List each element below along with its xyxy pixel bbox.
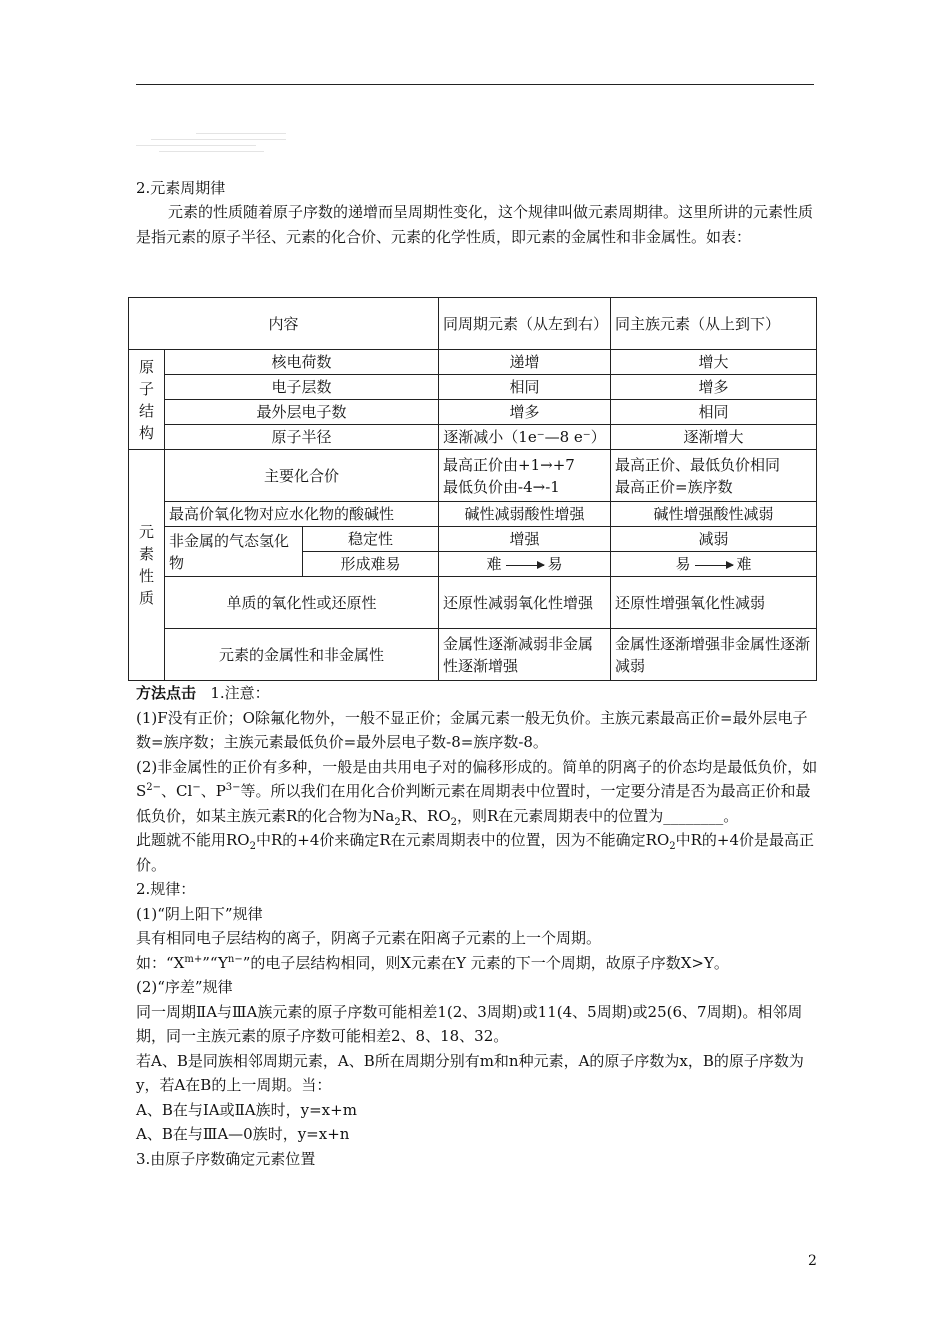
text: 此题就不能用RO [136,831,250,849]
rule-2-title: (2)“序差”规律 [136,978,233,996]
note-3 [136,828,820,877]
rule-1-title: (1)“阴上阳下”规律 [136,904,263,923]
cell: 还原性减弱氧化性增强 [439,577,611,629]
section-3-title: 3.由原子序数确定元素位置 [136,1149,316,1168]
rules-heading: 2.规律： [136,880,196,898]
rule-1-text: 具有相同电子层结构的离子，阴离子元素在阳离子元素的上一个周期。 [136,929,602,947]
cell-line: 最高正价=族序数 [615,477,733,496]
cell: 增大 [611,350,817,375]
text: R、RO [400,806,451,825]
text: (2)非金属性的正价有多种，一般是由共用电子对的偏移形成的。简单的阴离子的价态均是最低负价，如S [136,757,818,800]
rule-1-example [136,951,820,976]
note-2 [136,755,820,829]
group-atomic-structure [129,350,165,450]
cell: 增强 [439,527,611,552]
cell: 核电荷数 [165,350,439,375]
cell [611,450,817,502]
method-heading [136,681,820,706]
cell: 最高价氧化物对应水化物的酸碱性 [165,502,439,527]
text: 中R的+4价是最高正价。 [136,831,815,874]
cell-line: 最低负价由-4→-1 [443,477,560,496]
page-number: 2 [808,1253,817,1269]
section-title: 2.元素周期律 [136,179,226,197]
cell [439,450,611,502]
subscript: 2 [249,841,256,852]
header-content: 内容 [129,298,439,350]
cell [439,552,611,577]
rule-2-case-1: A、B在与ⅠA或ⅡA族时，y=x+m [136,1100,357,1119]
group-element-properties [129,450,165,681]
text: ”“Y [202,953,228,972]
superscript: 2− [146,782,162,793]
method-label: 方法点击 [136,684,197,702]
subscript: 2 [450,816,458,828]
intro-paragraph: 元素的性质随着原子序数的递增而呈周期性变化，这个规律叫做元素周期律。这里所讲的元素性质是指元素的原子半径、元素的化合价、元素的化学性质，即元素的金属性和非金属性。如表： [136,203,814,246]
cell: 最外层电子数 [165,400,439,425]
text: ，则R在元素周期表中的位置为________。 [457,806,739,825]
cell-text: 难 [736,555,752,573]
cell: 增多 [439,400,611,425]
rule-2-text: 同一周期ⅡA与ⅢA族元素的原子序数可能相差1(2、3周期)或11(4、5周期)或25(6、7周期)。相邻周期，同一主族元素的原子序数可能相差2、8、18、32。 [136,1002,803,1045]
text: 如：“X [136,953,185,972]
cell: 元素的金属性和非金属性 [165,629,439,681]
header-rule [136,84,814,85]
header-period: 同周期元素（从左到右） [439,298,611,350]
superscript: m+ [184,953,203,965]
cell-line: 最高正价由+1→+7 [443,455,575,474]
subscript: 2 [669,841,676,852]
cell: 金属性逐渐增强非金属性逐渐减弱 [611,629,817,681]
right-arrow-icon [695,565,733,566]
cell-line: 最高正价、最低负价相同 [615,455,781,474]
group-label: 原子结构 [139,357,155,442]
cell [611,552,817,577]
cell: 碱性增强酸性减弱 [611,502,817,527]
cell: 稳定性 [303,527,439,552]
cell-text: 易 [675,555,691,573]
text: ”的电子层结构相同，则X元素在Y 元素的下一个周期，故原子序数X>Y。 [242,953,729,972]
cell: 单质的氧化性或还原性 [165,577,439,629]
cell: 金属性逐渐减弱非金属性逐渐增强 [439,629,611,681]
subscript: 2 [394,816,401,828]
cell: 逐渐增大 [611,425,817,450]
cell: 逐渐减小（1e⁻—8 e⁻） [439,425,611,450]
text: 等。所以我们在用化合价判断元素在周期表中位置时，一定要分清是否为最高正价和最低负价，如某主族元素R的化合物为Na [136,782,811,825]
cell: 相同 [611,400,817,425]
text: 、Cl [161,782,193,800]
text: 中R的+4价来确定R在元素周期表中的位置，因为不能确定RO [255,831,670,849]
faint-image-artifact [136,128,286,160]
cell: 还原性增强氧化性减弱 [611,577,817,629]
cell: 相同 [439,375,611,400]
cell: 形成难易 [303,552,439,577]
group-label: 元素性质 [139,523,155,607]
cell: 减弱 [611,527,817,552]
periodic-law-table [128,297,817,681]
note-1: (1)F没有正价；O除氟化物外，一般不显正价；金属元素一般无负价。主族元素最高正价=最外层电子数=族序数；主族元素最低负价=最外层电子数-8=族序数-8。 [136,708,808,751]
superscript: − [192,782,201,793]
rule-2-case-2: A、B在与ⅢA—0族时，y=x+n [136,1125,350,1143]
cell-text: 难 [486,555,502,573]
cell: 碱性减弱酸性增强 [439,502,611,527]
superscript: n− [227,953,243,965]
cell: 原子半径 [165,425,439,450]
cell-text: 易 [547,555,563,573]
cell: 递增 [439,350,611,375]
method-section [136,681,820,1171]
rule-2-condition: 若A、B是同族相邻周期元素，A、B所在周期分别有m和n种元素，A的原子序数为x，B的原子序数为y，若A在B的上一周期。当： [136,1051,804,1094]
cell: 增多 [611,375,817,400]
header-group: 同主族元素（从上到下） [611,298,817,350]
text: 、P [200,782,226,800]
cell: 非金属的气态氢化物 [165,527,303,577]
cell: 电子层数 [165,375,439,400]
method-head: 1.注意： [210,684,270,702]
superscript: 3− [225,782,241,793]
right-arrow-icon [506,565,544,566]
cell: 主要化合价 [165,450,439,502]
